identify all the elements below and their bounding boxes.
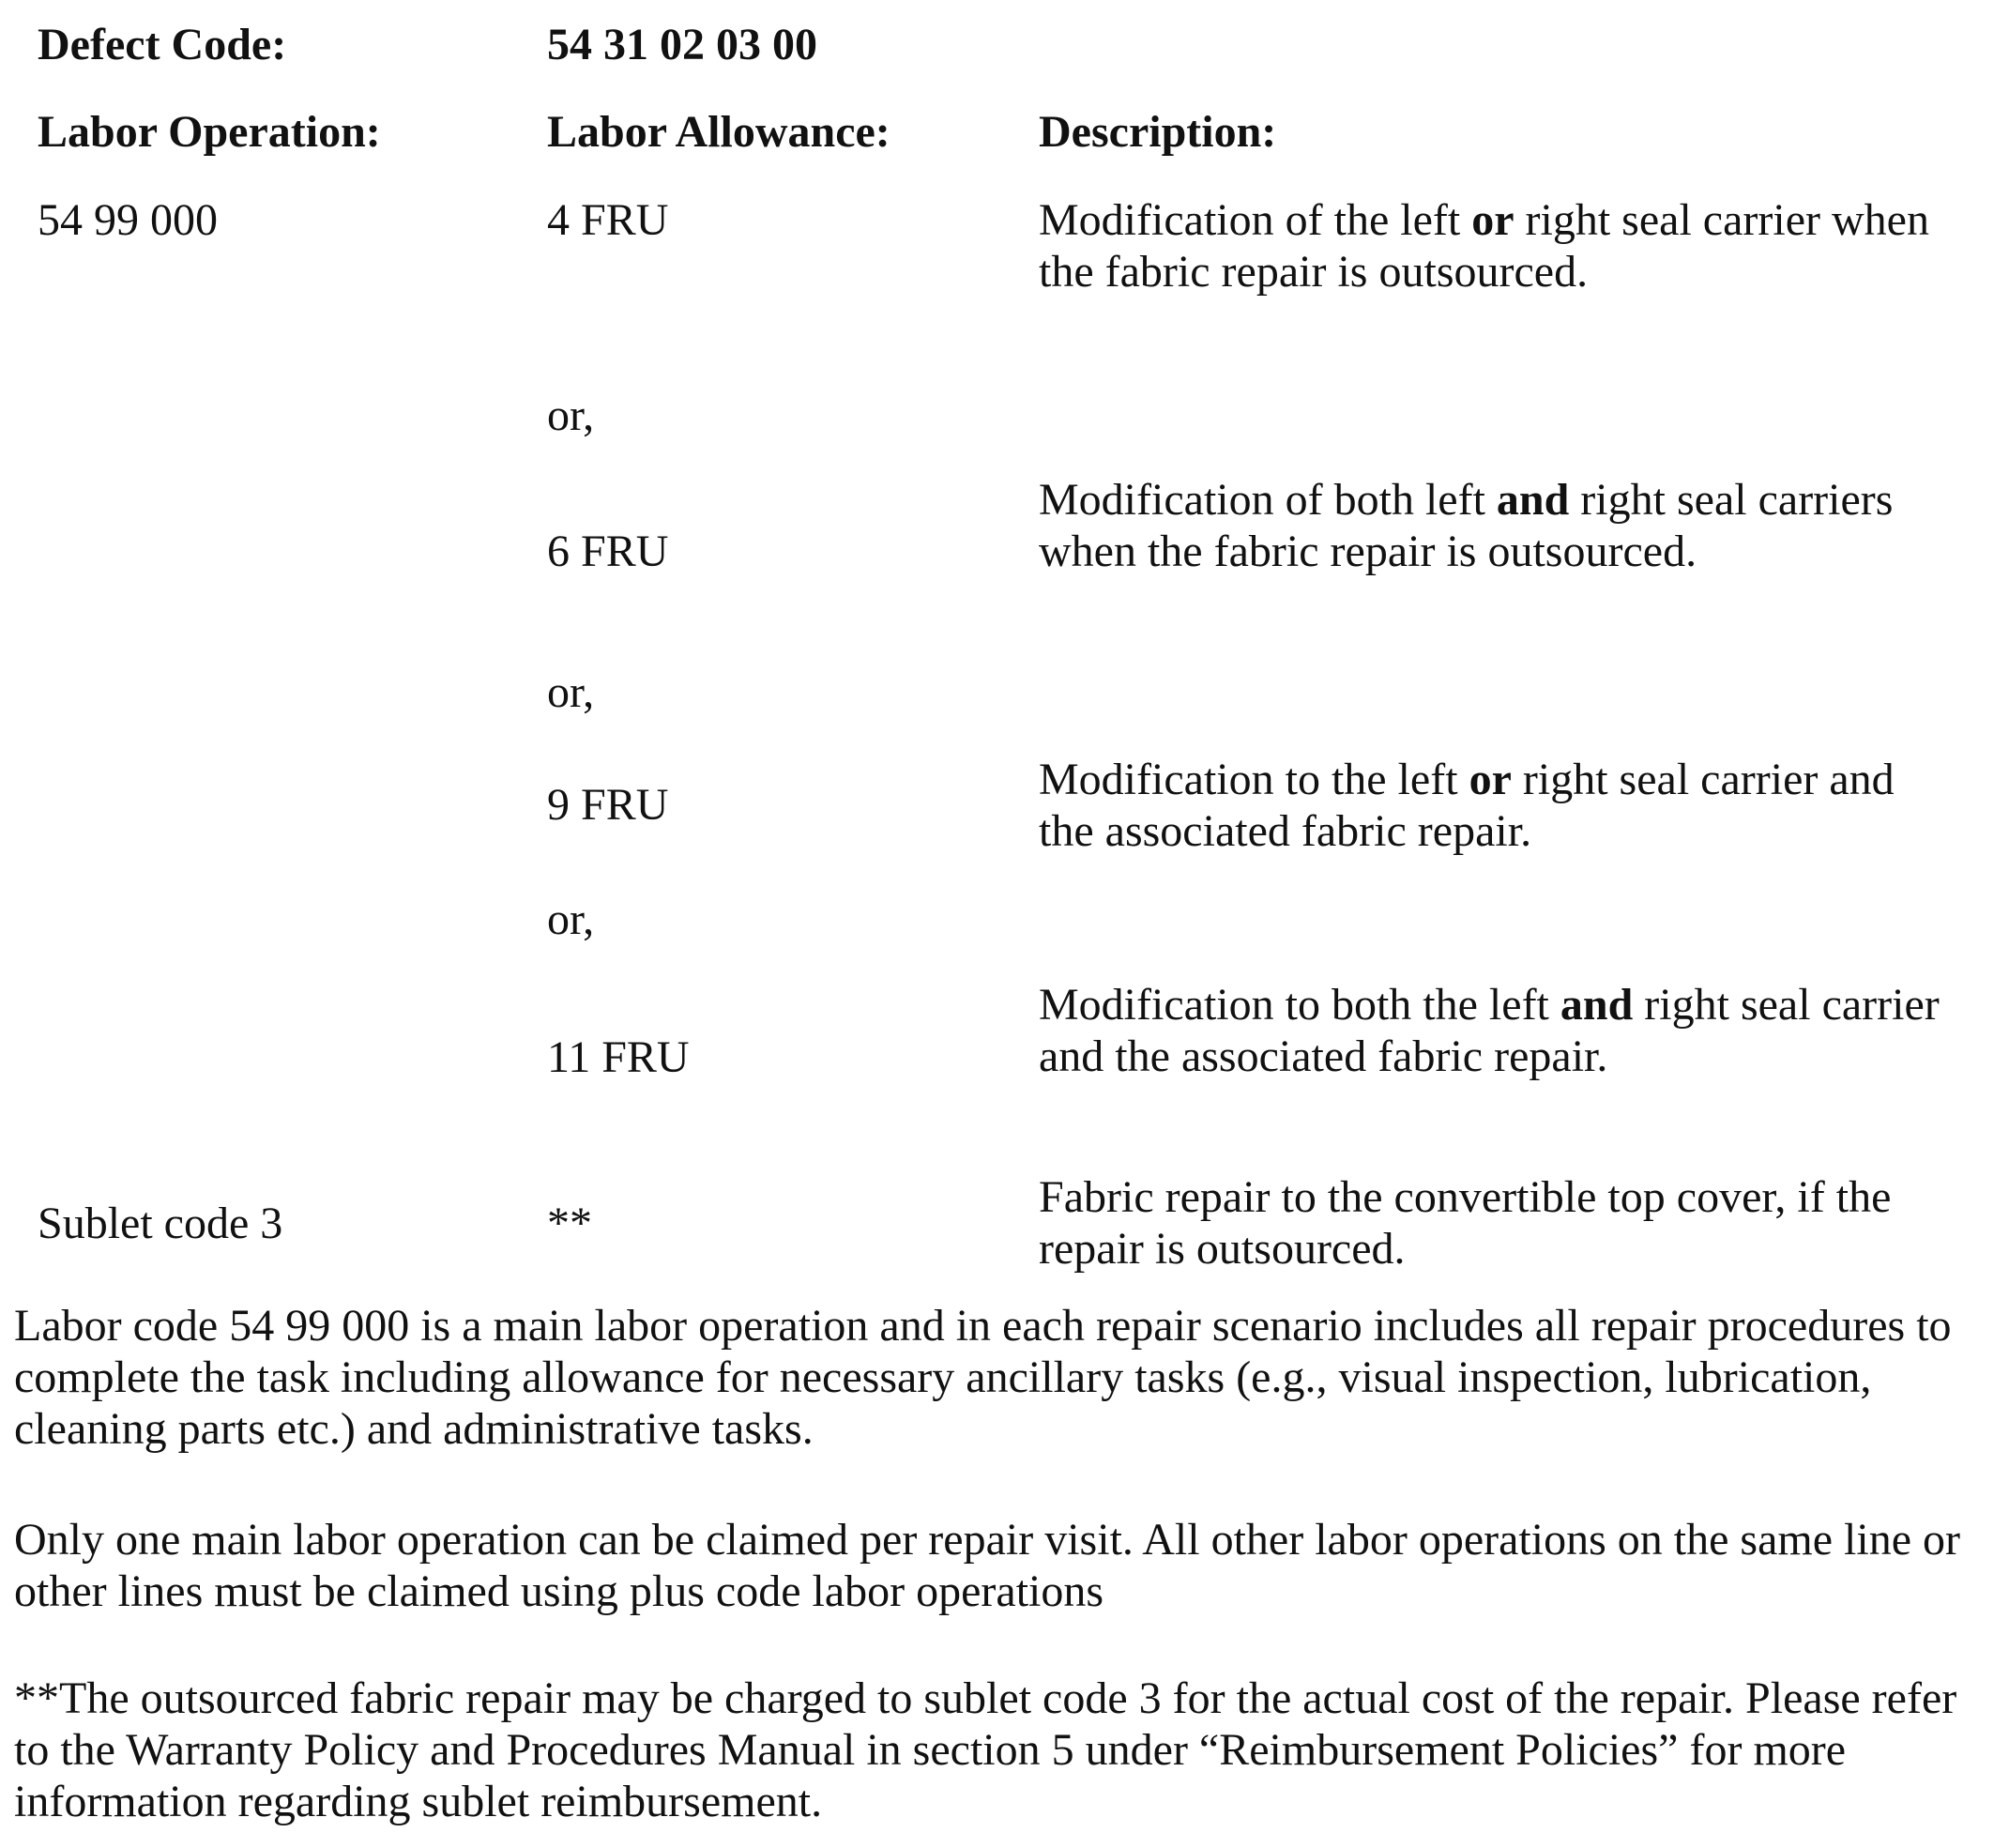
- defect-code-value: 54 31 02 03 00: [547, 20, 817, 69]
- description-row-4: Modification to both the left and right seal carrier and the associated fabric repair.: [1039, 980, 1940, 1081]
- labor-operation-header: Labor Operation:: [38, 107, 381, 157]
- allowance-11-fru: 11 FRU: [547, 1032, 690, 1082]
- separator-or-3: or,: [547, 894, 595, 944]
- sublet-code-label: Sublet code 3: [38, 1199, 283, 1248]
- separator-or-1: or,: [547, 390, 595, 440]
- note-sublet-reimbursement: **The outsourced fabric repair may be charged to sublet code 3 for the actual cost of the repair. Please refer to the Warranty Policy and Procedures Manual in section 5 under “Reimbursement Policies” for more information regarding sublet reimbursement.: [14, 1673, 1957, 1826]
- sublet-allowance: **: [547, 1199, 592, 1248]
- note-one-main-operation: Only one main labor operation can be claimed per repair visit. All other labor operations on the same line or other lines must be claimed using plus code labor operations: [14, 1515, 1961, 1616]
- allowance-6-fru: 6 FRU: [547, 527, 669, 576]
- labor-allowance-header: Labor Allowance:: [547, 107, 890, 157]
- defect-code-label: Defect Code:: [38, 20, 287, 69]
- description-row-1: Modification of the left or right seal carrier when the fabric repair is outsourced.: [1039, 195, 1929, 297]
- note-main-labor-operation: Labor code 54 99 000 is a main labor operation and in each repair scenario includes all repair procedures to complete the task including allowance for necessary ancillary tasks (e.g., visual inspection, lubrication, cleaning parts etc.) and administrative tasks.: [14, 1301, 1952, 1454]
- description-row-3: Modification to the left or right seal carrier and the associated fabric repair.: [1039, 755, 1895, 856]
- description-header: Description:: [1039, 107, 1277, 157]
- description-row-5: Fabric repair to the convertible top cover, if the repair is outsourced.: [1039, 1172, 1892, 1274]
- separator-or-2: or,: [547, 667, 595, 717]
- allowance-4-fru: 4 FRU: [547, 195, 669, 245]
- allowance-9-fru: 9 FRU: [547, 780, 669, 830]
- labor-operation-value: 54 99 000: [38, 195, 218, 245]
- description-row-2: Modification of both left and right seal carriers when the fabric repair is outsourced.: [1039, 475, 1894, 576]
